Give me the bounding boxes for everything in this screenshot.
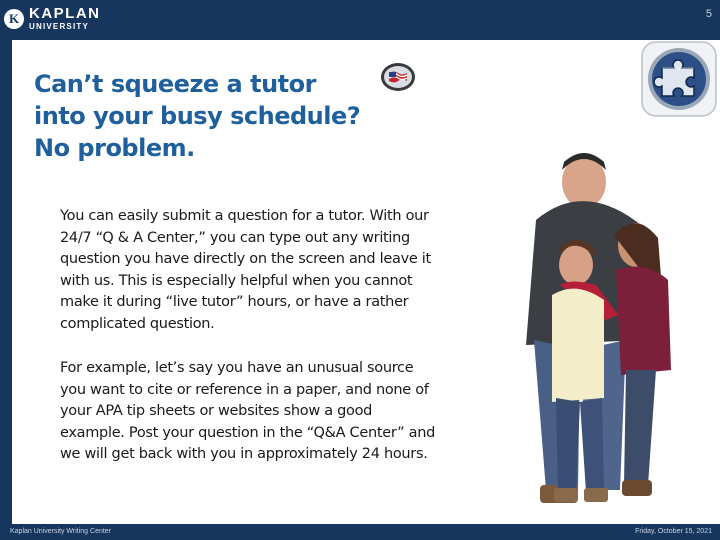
title-line-3: No problem. (34, 134, 195, 162)
header-bar (0, 0, 720, 40)
footer-date: Friday, October 15, 2021 (635, 528, 712, 535)
logo-secondary-text: UNIVERSITY (29, 22, 90, 31)
logo-primary-text: KAPLAN (29, 5, 101, 22)
title-line-1: Can’t squeeze a tutor (34, 70, 316, 98)
paragraph-2: For example, let’s say you have an unusual source you want to cite or reference in a paper, and none of your APA tip sheets or websites show a good example. Post your question in the “Q&A Center” and we will get back with you in approximately 24 hours. (60, 360, 436, 462)
kaplan-emblem-icon: K (4, 9, 24, 29)
flag-badge-icon (380, 62, 416, 92)
kaplan-logo (4, 4, 100, 36)
title-line-2: into your busy schedule? (34, 102, 361, 130)
slide-content (16, 40, 720, 524)
slide-title (34, 68, 394, 164)
footer-left-text: Kaplan University Writing Center (10, 528, 112, 535)
family-hug-photo (476, 140, 696, 520)
footer-bar (0, 524, 720, 540)
puzzle-icon (638, 38, 720, 120)
slide-number: 5 (705, 8, 712, 20)
paragraph-1: You can easily submit a question for a tutor. With our 24/7 “Q & A Center,” you can type out any writing question you have directly on the screen and leave it with us. This is especially helpful when you cannot make it during “live tutor” hours, or have a rather complicated question. (60, 208, 431, 332)
